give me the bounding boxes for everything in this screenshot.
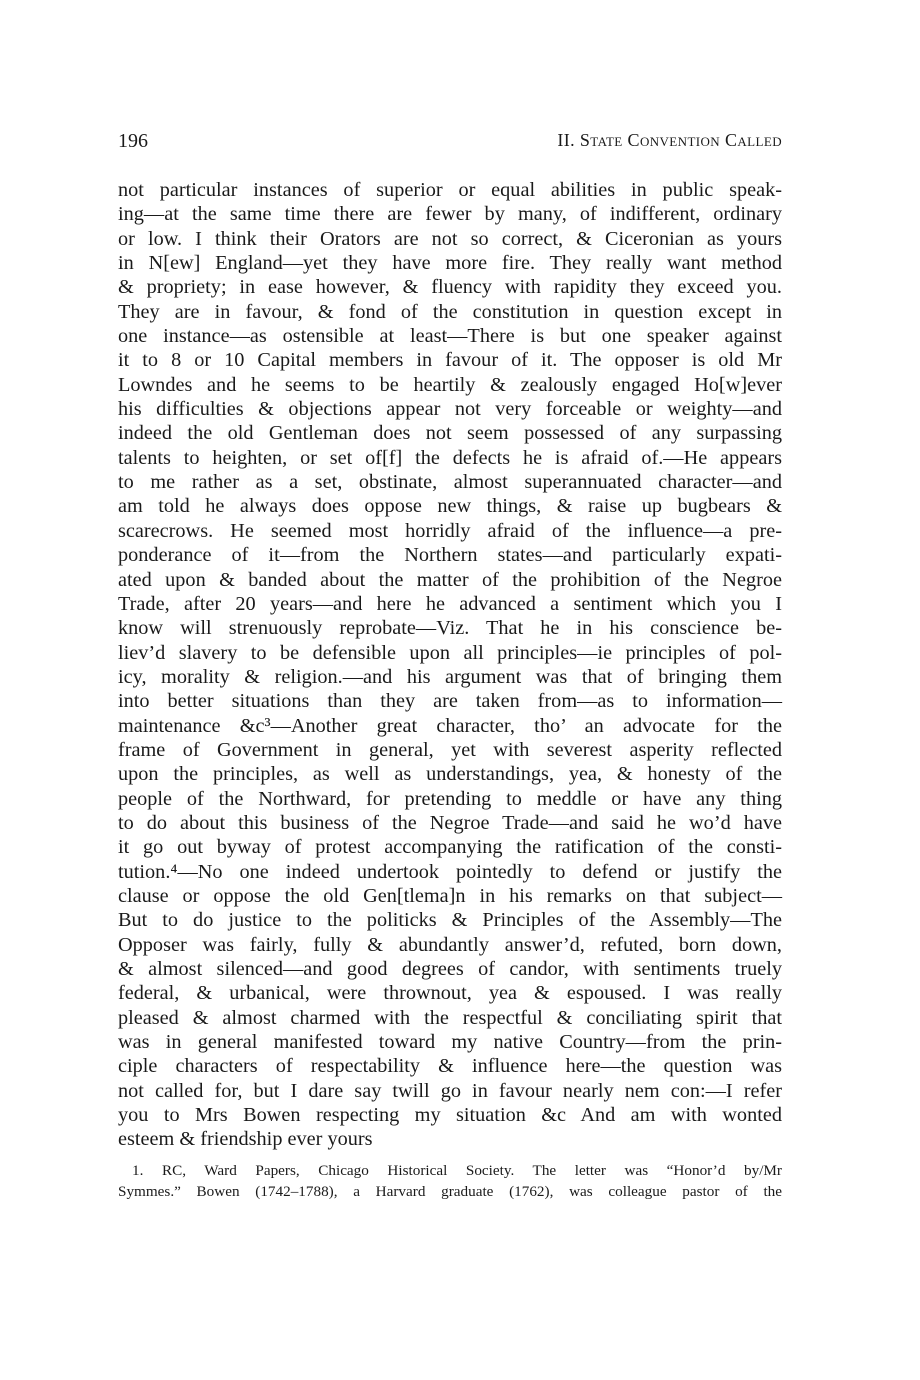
- body-line: upon the principles, as well as understandings, yea, & honesty of the: [118, 763, 782, 786]
- body-line: ated upon & banded about the matter of the prohibition of the Negroe: [118, 568, 782, 591]
- footnote-line: 1. RC, Ward Papers, Chicago Historical Society. The letter was “Honor’d by/Mr: [132, 1162, 782, 1179]
- body-line: scarecrows. He seemed most horridly afraid of the influence—a pre-: [118, 519, 782, 542]
- body-line: in N[ew] England—yet they have more fire. They really want method: [118, 252, 782, 275]
- body-line: They are in favour, & fond of the constitution in question except in: [118, 300, 782, 323]
- body-line: it go out byway of protest accompanying the ratification of the consti-: [118, 836, 782, 859]
- body-line: & almost silenced—and good degrees of candor, with sentiments truely: [118, 958, 782, 980]
- body-line: was in general manifested toward my native Country—from the prin-: [118, 1031, 782, 1054]
- body-line: liev’d slavery to be defensible upon all principles—ie principles of pol-: [118, 641, 782, 664]
- letter-body-text: [118, 178, 782, 1152]
- body-line: ing—at the same time there are fewer by many, of indifferent, ordinary: [118, 203, 782, 226]
- body-line: & propriety; in ease however, & fluency with rapidity they exceed you.: [118, 276, 782, 299]
- body-line: not called for, but I dare say twill go in favour nearly nem con:—I refer: [118, 1079, 782, 1102]
- body-line: Trade, after 20 years—and here he advanced a sentiment which you I: [118, 592, 782, 615]
- body-line: know will strenuously reprobate—Viz. That he in his conscience be-: [118, 617, 782, 640]
- body-line: Lowndes and he seems to be heartily & zealously engaged Ho[w]ever: [118, 373, 782, 396]
- footnotes: [118, 1160, 782, 1202]
- page-number: 196: [118, 130, 148, 152]
- body-line: maintenance &c³—Another great character, tho’ an advocate for the: [118, 714, 782, 737]
- body-line: ciple characters of respectability & influence here—the question was: [118, 1055, 782, 1078]
- body-line: his difficulties & objections appear not very forceable or weighty—and: [118, 398, 782, 421]
- body-line: you to Mrs Bowen respecting my situation &c And am with wonted: [118, 1104, 782, 1127]
- body-line: Opposer was fairly, fully & abundantly answer’d, refuted, born down,: [118, 933, 782, 956]
- body-line: clause or oppose the old Gen[tlema]n in his remarks on that subject—: [118, 884, 782, 907]
- body-line: frame of Government in general, yet with severest asperity reflected: [118, 738, 782, 761]
- body-line: to do about this business of the Negroe Trade—and said he wo’d have: [118, 811, 782, 834]
- section-title: II. State Convention Called: [557, 130, 782, 150]
- body-line: one instance—as ostensible at least—There is but one speaker against: [118, 325, 782, 348]
- body-line: pleased & almost charmed with the respectful & conciliating spirit that: [118, 1006, 782, 1029]
- body-line: indeed the old Gentleman does not seem possessed of any surpassing: [118, 422, 782, 445]
- body-line: tution.⁴—No one indeed undertook pointedly to defend or justify the: [118, 860, 782, 883]
- running-head: [118, 130, 782, 156]
- body-line: talents to heighten, or set of[f] the defects he is afraid of.—He appears: [118, 446, 782, 469]
- body-line: am told he always does oppose new things, & raise up bugbears &: [118, 495, 782, 518]
- body-line: into better situations than they are taken from—as to information—: [118, 690, 782, 713]
- body-line: federal, & urbanical, were thrownout, yea & espoused. I was really: [118, 982, 782, 1005]
- body-line: esteem & friendship ever yours: [118, 1128, 373, 1151]
- body-line: ponderance of it—from the Northern states—and particularly expati-: [118, 544, 782, 567]
- body-line: not particular instances of superior or equal abilities in public speak-: [118, 179, 782, 201]
- body-line: But to do justice to the politicks & Principles of the Assembly—The: [118, 909, 782, 932]
- body-line: icy, morality & religion.—and his argument was that of bringing them: [118, 665, 782, 688]
- footnote-line: Symmes.” Bowen (1742–1788), a Harvard graduate (1762), was colleague pastor of the: [118, 1183, 782, 1200]
- body-line: people of the Northward, for pretending to meddle or have any thing: [118, 787, 782, 810]
- body-line: or low. I think their Orators are not so correct, & Ciceronian as yours: [118, 227, 782, 250]
- body-line: it to 8 or 10 Capital members in favour of it. The opposer is old Mr: [118, 349, 782, 372]
- body-line: to me rather as a set, obstinate, almost superannuated character—and: [118, 471, 782, 494]
